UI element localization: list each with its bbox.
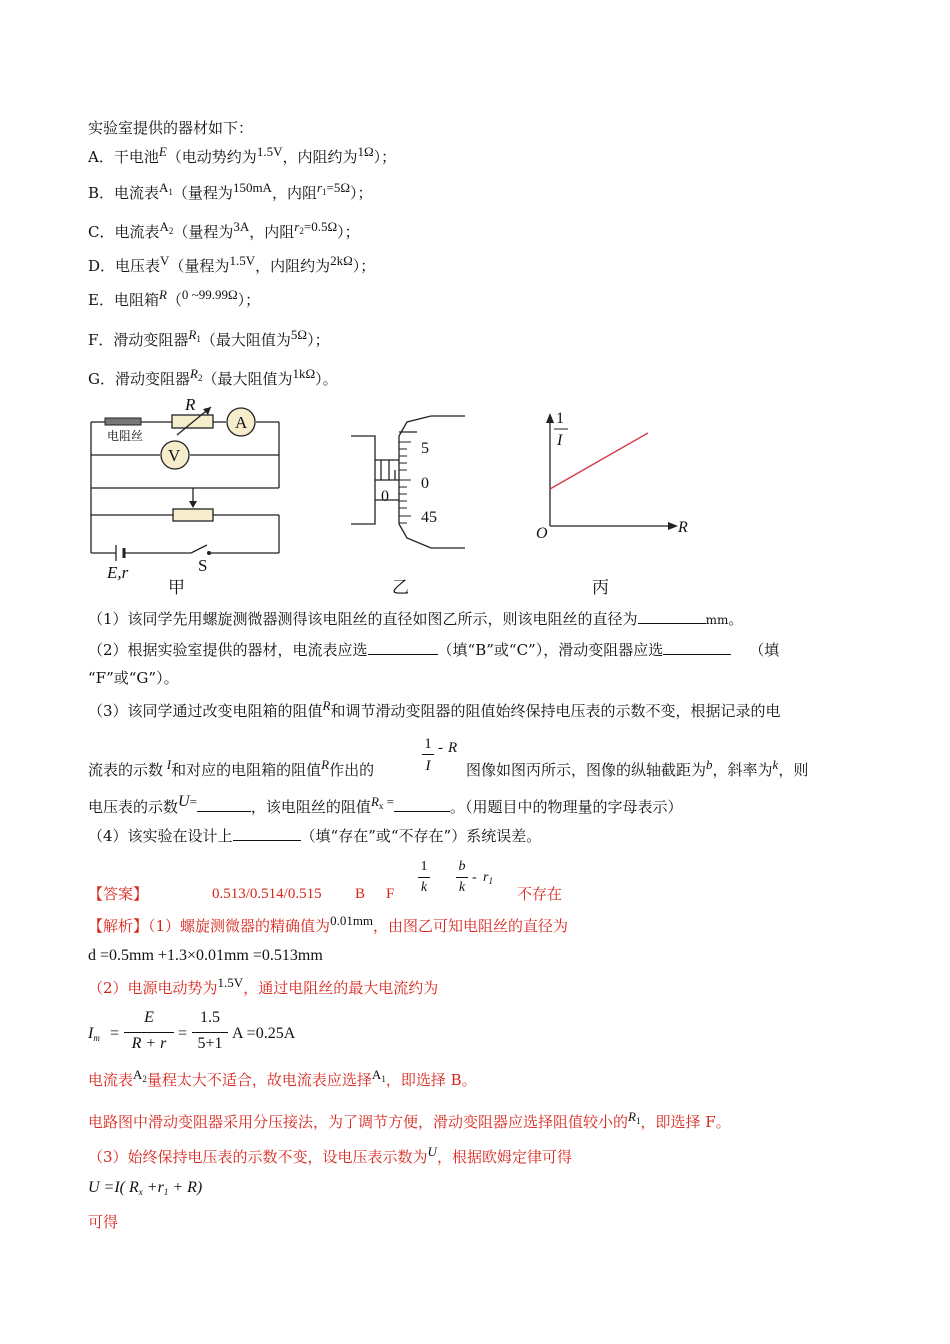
caption-bing: 丙 — [592, 578, 609, 598]
s-label: S — [198, 556, 208, 575]
option-b: B．电流表$A_1$（量程为150mA，内阻$r_1=5\Omega$）； — [88, 180, 373, 202]
intro-text: 实验室提供的器材如下： — [88, 119, 254, 137]
answer-blank-4[interactable] — [197, 797, 251, 812]
answer-blank-3[interactable] — [663, 640, 731, 655]
analysis-6: 可得 — [88, 1213, 119, 1231]
origin-label: O — [536, 525, 548, 542]
answer-1: 0.513/0.514/0.515 — [212, 886, 322, 902]
micrometer-diagram — [345, 412, 475, 552]
caption-jia: 甲 — [168, 578, 185, 598]
question-3-line3: 电压表的示数U= ，该电阻丝的阻值$R_x$ = 。（用题目中的物理量的字母表示） — [88, 793, 683, 816]
analysis-1: 【解析】（1）螺旋测微器的精确值为0.01mm，由图乙可知电阻丝的直径为 — [88, 913, 569, 935]
answer-blank-1[interactable] — [638, 609, 706, 624]
analysis-5: （3）始终保持电压表的示数不变，设电压表示数为U，根据欧姆定律可得 — [88, 1144, 572, 1166]
analysis-4: 电路图中滑动变阻器采用分压接法，为了调节方便，滑动变阻器应选择阻值较小的$R_1$，即选择 F。 — [88, 1109, 731, 1131]
micrometer-5: 5 — [421, 440, 429, 457]
graph-line — [550, 433, 648, 489]
option-c: C．电流表$A_2$（量程为3A，内阻$r_2=0.5\Omega$）； — [88, 219, 360, 241]
a-label: A — [235, 413, 248, 432]
answer-blank-6[interactable] — [233, 826, 301, 841]
axis-y-den: I — [557, 432, 563, 449]
er-label: E,r — [107, 563, 129, 582]
micrometer-45: 45 — [421, 509, 437, 526]
answer-blank-2[interactable] — [368, 640, 438, 655]
answer-blank-5[interactable] — [394, 797, 450, 812]
v-label: V — [168, 446, 181, 465]
rheostat-symbol — [173, 509, 213, 521]
answer-label: 【答案】 — [88, 885, 149, 903]
question-3-line2b: 图像如图丙所示，图像的纵轴截距为b，斜率为k，则 — [466, 757, 809, 779]
answer-2: B — [355, 886, 366, 902]
question-2-cont: “F”或“G”）。 — [88, 669, 179, 687]
option-f: F．滑动变阻器$R_1$（最大阻值为5Ω）； — [88, 327, 330, 349]
axis-y-num: 1 — [556, 410, 564, 427]
question-2: （2）根据实验室提供的器材，电流表应选 （填“B”或“C”），滑动变阻器应选 （填 — [88, 641, 780, 659]
micrometer-0: 0 — [421, 475, 429, 492]
question-1: （1）该同学先用螺旋测微器测得该电阻丝的直径如图乙所示，则该电阻丝的直径为 mm。 — [88, 610, 744, 628]
resistance-wire — [105, 418, 141, 425]
graph-diagram — [528, 405, 698, 545]
option-e: E．电阻箱R（0 ~99.99Ω）； — [88, 287, 261, 309]
option-g: G．滑动变阻器$R_2$（最大阻值为1kΩ）。 — [88, 366, 338, 388]
option-a: A．干电池E（电动势约为1.5V，内阻约为1Ω）； — [88, 144, 397, 166]
question-4: （4）该实验在设计上 （填“存在”或“不存在”）系统误差。 — [88, 827, 542, 845]
question-3-line2: 流表的示数 I和对应的电阻箱的阻值R作出的 — [88, 757, 375, 779]
circuit-diagram — [85, 395, 295, 600]
analysis-3: 电流表$A_2$量程太大不适合，故电流表应选择$A_1$，即选择 B。 — [88, 1067, 477, 1089]
answer-3: F — [386, 886, 395, 902]
option-d: D．电压表V（量程为1.5V，内阻约为2kΩ）； — [88, 253, 376, 275]
formula-diameter: d =0.5mm +1.3×0.01mm =0.513mm — [88, 947, 323, 964]
analysis-2: （2）电源电动势为1.5V，通过电阻丝的最大电流约为 — [88, 975, 439, 997]
answer-6: 不存在 — [517, 885, 563, 903]
question-3: （3）该同学通过改变电阻箱的阻值R和调节滑动变阻器的阻值始终保持电压表的示数不变，根据记录的电 — [88, 698, 781, 720]
caption-yi: 乙 — [392, 578, 409, 598]
axis-x-label: R — [678, 519, 688, 536]
micrometer-main-0: 0 — [381, 488, 389, 505]
wire-label: 电阻丝 — [107, 429, 144, 443]
formula-ohm: U =I( Rx +r1 + R) — [88, 1179, 203, 1197]
r-label: R — [185, 395, 196, 414]
